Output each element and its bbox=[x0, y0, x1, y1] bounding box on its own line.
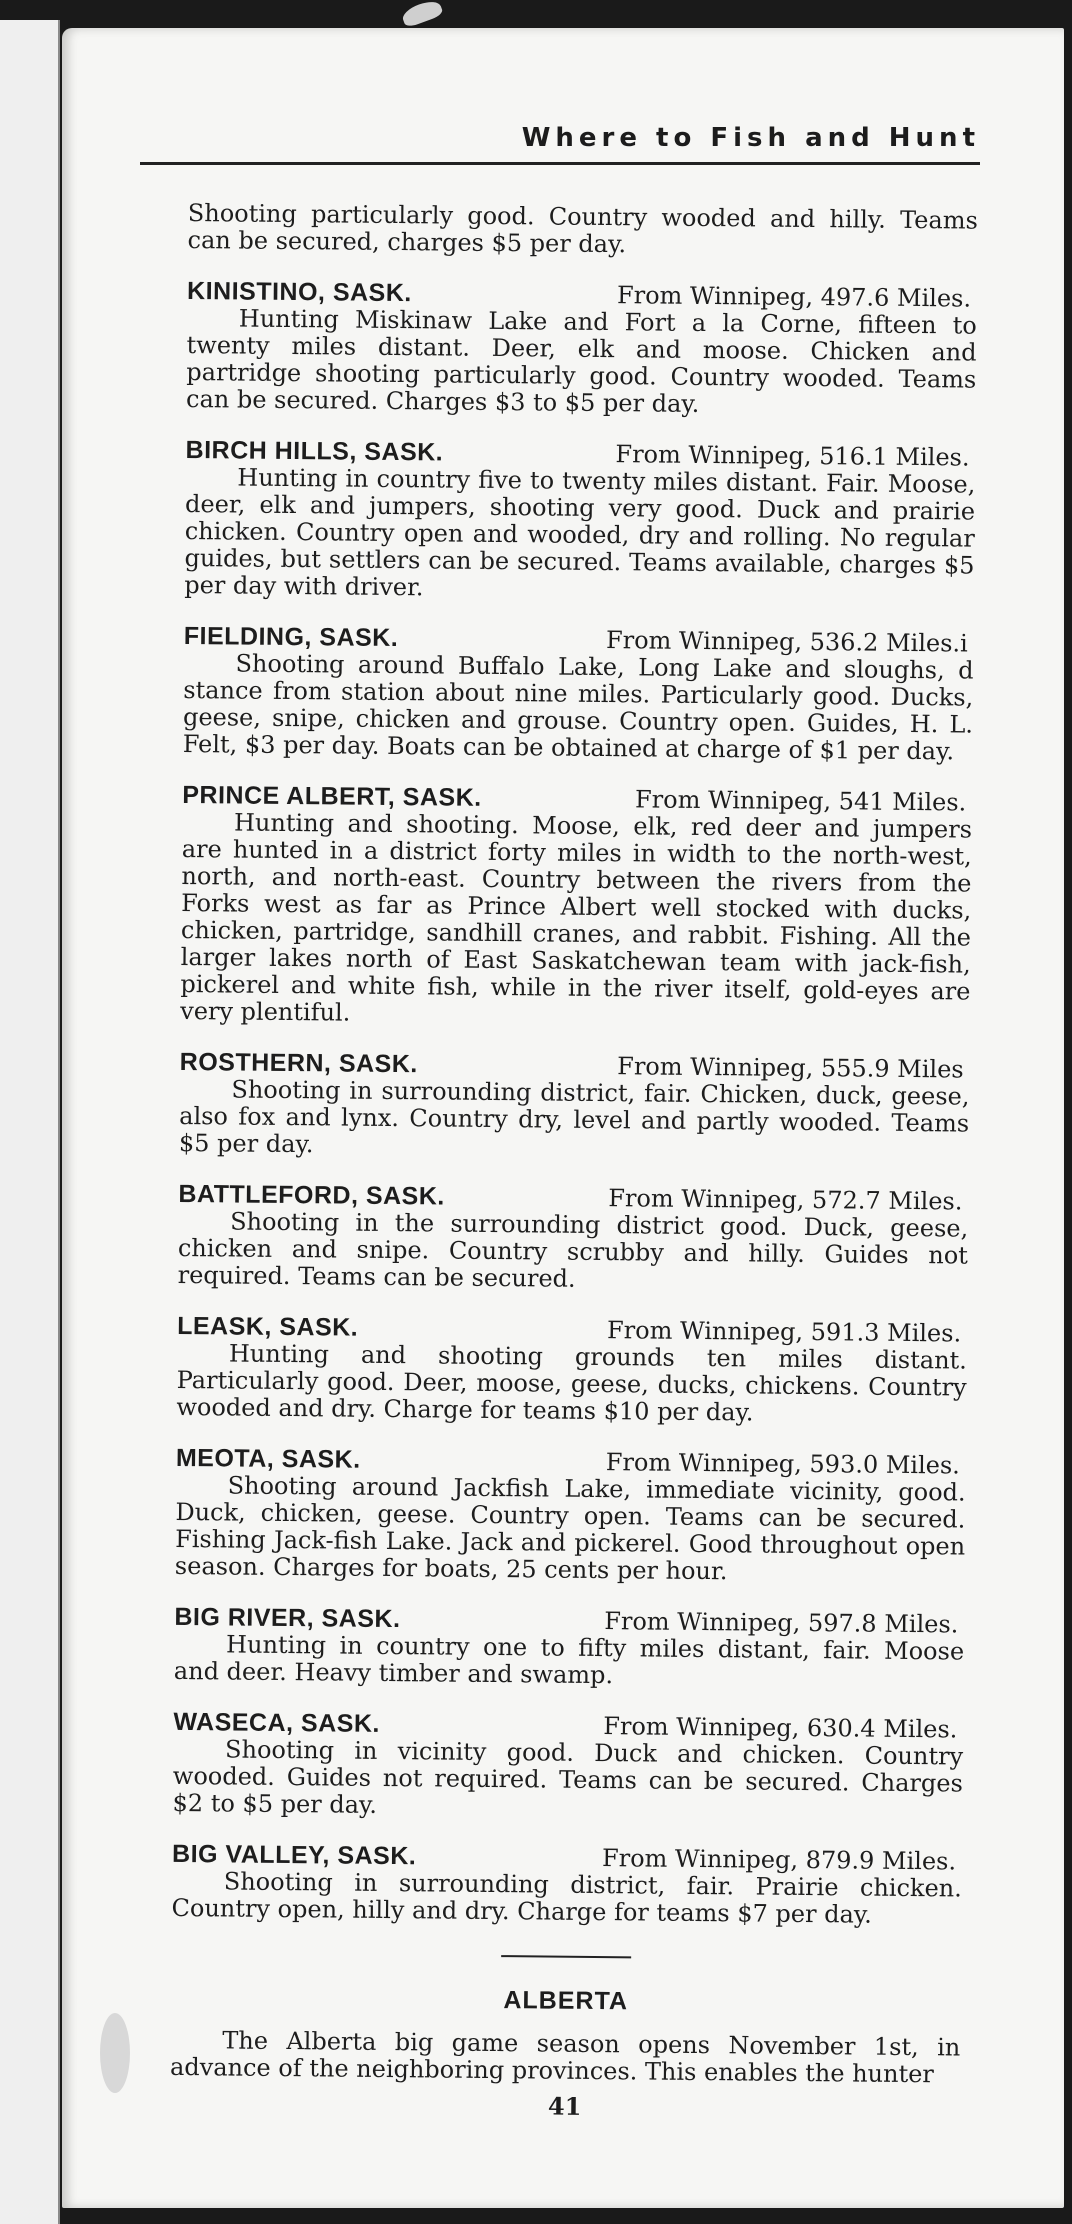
place-name: LEASK, SASK. bbox=[177, 1311, 359, 1342]
binding-hole bbox=[100, 2013, 130, 2093]
entry-description: Shooting in the surrounding district good. Duck, geese, chicken and snipe. Country scrubby and hilly. Guides not required. Teams can be secured. bbox=[177, 1207, 969, 1293]
distance-from-winnipeg: From Winnipeg, 597.8 Miles. bbox=[604, 1607, 959, 1639]
entry-description: Shooting around Jackfish Lake, immediate vicinity, good. Duck, chicken, geese. Country open. Teams can be secured. Fishing Jack-fish Lake. Jack and pickerel. Good throughout open season. Charges for boats, 25 cents per hour. bbox=[174, 1471, 966, 1586]
distance-from-winnipeg: From Winnipeg, 572.7 Miles. bbox=[608, 1184, 963, 1216]
entry-prince-albert bbox=[180, 782, 972, 1033]
entry-kinistino bbox=[186, 278, 977, 421]
place-name: KINISTINO, SASK. bbox=[186, 276, 412, 308]
place-name: FIELDING, SASK. bbox=[183, 621, 399, 653]
entry-big-valley bbox=[171, 1841, 962, 1930]
entry-description: Shooting in surrounding district, fair. Chicken, duck, geese, also fox and lynx. Country dry, level and partly wooded. Teams $5 per day. bbox=[178, 1075, 970, 1159]
entry-description: Hunting Miskinaw Lake and Fort a la Corne, fifteen to twenty miles distant. Deer, elk and moose. Chicken and partridge shooting particularly good. Country wooded. Teams can be secured. Charges $3 to $5 per day. bbox=[185, 304, 977, 418]
section-heading: ALBERTA bbox=[503, 1986, 629, 2016]
binding-tab-mark bbox=[400, 0, 444, 28]
entry-birch-hills bbox=[184, 437, 976, 607]
distance-from-winnipeg: From Winnipeg, 593.0 Miles. bbox=[605, 1448, 961, 1480]
entry-description: Hunting and shooting. Moose, elk, red deer and jumpers are hunted in a district forty miles in width to the north-west, north, and north-east. Country between the rivers from the Forks west as far as Prince Albert well stocked with ducks, chicken, partridge, sandhill cranes, and rabbit. Fishing. All the larger lakes north of East Saskatchewan team with jack-fish, pickerel and white fish, while in the river itself, gold-eyes are very plentiful. bbox=[180, 808, 973, 1027]
entry-battleford bbox=[178, 1181, 969, 1297]
entry-big-river bbox=[174, 1604, 965, 1693]
entry-fielding bbox=[183, 623, 974, 766]
entry-rosthern bbox=[179, 1049, 970, 1165]
place-name: BIG RIVER, SASK. bbox=[174, 1602, 401, 1634]
distance-from-winnipeg: From Winnipeg, 630.4 Miles. bbox=[603, 1712, 958, 1744]
place-name: ROSTHERN, SASK. bbox=[179, 1047, 418, 1079]
continued-paragraph: Shooting particularly good. Country wooded and hilly. Teams can be secured, charges $5 per day. bbox=[187, 199, 978, 259]
entry-description: Hunting in country five to twenty miles distant. Fair. Moose, deer, elk and jumpers, shooting very good. Duck and prairie chicken. Country open and wooded, dry and rolling. No regular guides, but settlers can be secured. Teams available, charges $5 per day with driver. bbox=[184, 463, 976, 602]
place-name: PRINCE ALBERT, SASK. bbox=[182, 780, 482, 812]
place-name: BIRCH HILLS, SASK. bbox=[185, 435, 444, 467]
entry-description: Shooting around Buffalo Lake, Long Lake and sloughs, d stance from station about nine miles. Particularly good. Ducks, geese, snipe, chicken and grouse. Country open. Guides, H. L. Felt, $3 per day. Boats can be obtained at charge of $1 per day. bbox=[182, 649, 974, 766]
running-header: Where to Fish and Hunt bbox=[140, 118, 980, 165]
entry-description: Shooting in vicinity good. Duck and chicken. Country wooded. Guides not required. Teams can be secured. Charges $2 to $5 per day. bbox=[172, 1735, 964, 1819]
distance-from-winnipeg: From Winnipeg, 591.3 Miles. bbox=[606, 1316, 962, 1348]
page-number: 41 bbox=[547, 2091, 582, 2121]
section-intro: The Alberta big game season opens November 1st, in advance of the neighboring provinces. This enables the hunter bbox=[169, 2026, 961, 2089]
entry-leask bbox=[176, 1313, 967, 1429]
distance-from-winnipeg: From Winnipeg, 555.9 Miles bbox=[617, 1052, 964, 1084]
page-body bbox=[170, 200, 978, 2123]
place-name: MEOTA, SASK. bbox=[175, 1443, 361, 1474]
entry-description: Hunting and shooting grounds ten miles distant. Particularly good. Deer, moose, geese, ducks, chickens. Country wooded and dry. Charge for teams $10 per day. bbox=[176, 1339, 968, 1427]
entry-description: Hunting in country one to fifty miles distant, fair. Moose and deer. Heavy timber and swamp. bbox=[173, 1630, 965, 1690]
section-divider bbox=[501, 1955, 631, 1958]
entry-waseca bbox=[172, 1709, 963, 1825]
distance-from-winnipeg: From Winnipeg, 497.6 Miles. bbox=[616, 281, 972, 313]
entry-description: Shooting in surrounding district, fair. Prairie chicken. Country open, hilly and dry. Charge for teams $7 per day. bbox=[171, 1867, 962, 1929]
facing-page-edge bbox=[0, 20, 60, 2224]
distance-from-winnipeg: From Winnipeg, 541 Miles. bbox=[634, 785, 967, 817]
entry-meota bbox=[175, 1445, 966, 1588]
place-name: BIG VALLEY, SASK. bbox=[171, 1839, 417, 1871]
place-name: BATTLEFORD, SASK. bbox=[178, 1179, 445, 1211]
distance-from-winnipeg: From Winnipeg, 879.9 Miles. bbox=[601, 1844, 957, 1876]
distance-from-winnipeg: From Winnipeg, 536.2 Miles.i bbox=[605, 626, 968, 658]
distance-from-winnipeg: From Winnipeg, 516.1 Miles. bbox=[615, 440, 970, 472]
place-name: WASECA, SASK. bbox=[173, 1707, 381, 1738]
